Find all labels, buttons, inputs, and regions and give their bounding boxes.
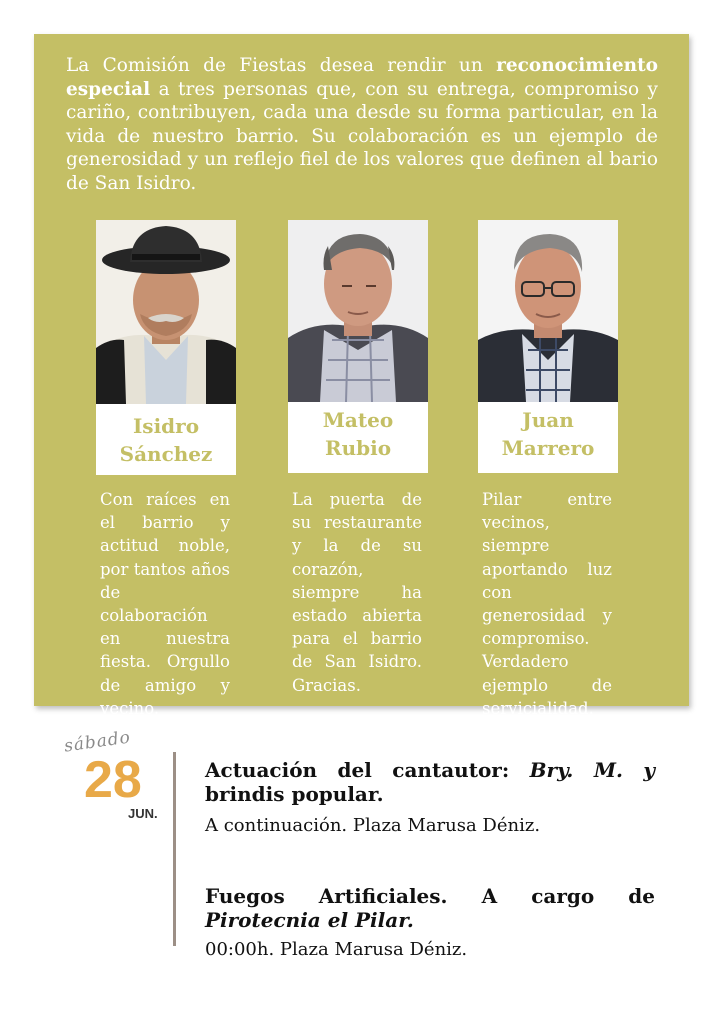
event-concert-performer: Bry. M. y — [529, 758, 655, 782]
event-concert-info: A continuación. Plaza Marusa Déniz. — [205, 815, 541, 836]
event-fireworks-company: Pirotecnia el Pilar. — [205, 908, 414, 932]
event-fireworks — [205, 884, 655, 962]
event-fireworks-title — [205, 884, 655, 932]
event-concert-title-text: Actuación del cantautor: — [205, 758, 530, 782]
honoree-description-isidro: Con raíces en el barrio y actitud noble, por tantos años de colaboración en nuestra fiesta. Orgullo de amigo y vecino. — [100, 490, 230, 718]
honoree-card-juan — [478, 220, 618, 473]
intro-bold-text: reconocimiento especial — [66, 55, 658, 100]
photo-isidro — [96, 220, 236, 404]
honoree-description-mateo: La puerta de su restaurante y la de su corazón, siempre ha estado abierta para el barrio de San Isidro. Gracias. — [292, 490, 422, 695]
honoree-card-mateo — [288, 220, 428, 473]
intro-paragraph — [66, 54, 658, 195]
photo-juan — [478, 220, 618, 402]
honoree-name-isidro-first: Isidro — [132, 414, 200, 438]
honoree-card-isidro — [96, 220, 236, 475]
honoree-name-mateo-first: Mateo — [322, 408, 394, 432]
honoree-name-juan-first: Juan — [522, 408, 574, 432]
honoree-name-juan-last: Marrero — [501, 436, 595, 460]
month-label: JUN. — [128, 806, 158, 821]
event-concert-title-end: brindis popular. — [205, 782, 384, 806]
event-concert — [205, 758, 655, 838]
day-number: 28 — [84, 751, 142, 809]
weekday-label: sábado — [62, 727, 133, 757]
date-badge — [60, 727, 170, 832]
event-concert-title — [205, 758, 655, 806]
photo-mateo — [288, 220, 428, 402]
event-fireworks-info: 00:00h. Plaza Marusa Déniz. — [205, 939, 468, 960]
intro-text-2: a tres personas que, con su entrega, compromiso y cariño, contribuyen, cada una desde su forma particular, en la vida de nuestro barrio. Su colaboración es un ejemplo de generosidad y un reflejo fiel de los valores que definen al bario de San Isidro. — [66, 78, 658, 194]
honoree-description-juan: Pilar entre vecinos, siempre aportando luz con generosidad y compromiso. Verdadero ejemplo de servicialidad. — [482, 490, 612, 718]
honoree-name-isidro-last: Sánchez — [119, 442, 213, 466]
divider-line — [173, 752, 176, 946]
honoree-name-mateo-last: Rubio — [324, 436, 392, 460]
recognition-panel — [34, 34, 689, 718]
intro-text-1: La Comisión de Fiestas desea rendir un — [66, 55, 497, 76]
event-fireworks-title-text: Fuegos Artificiales. A cargo de — [205, 884, 655, 908]
